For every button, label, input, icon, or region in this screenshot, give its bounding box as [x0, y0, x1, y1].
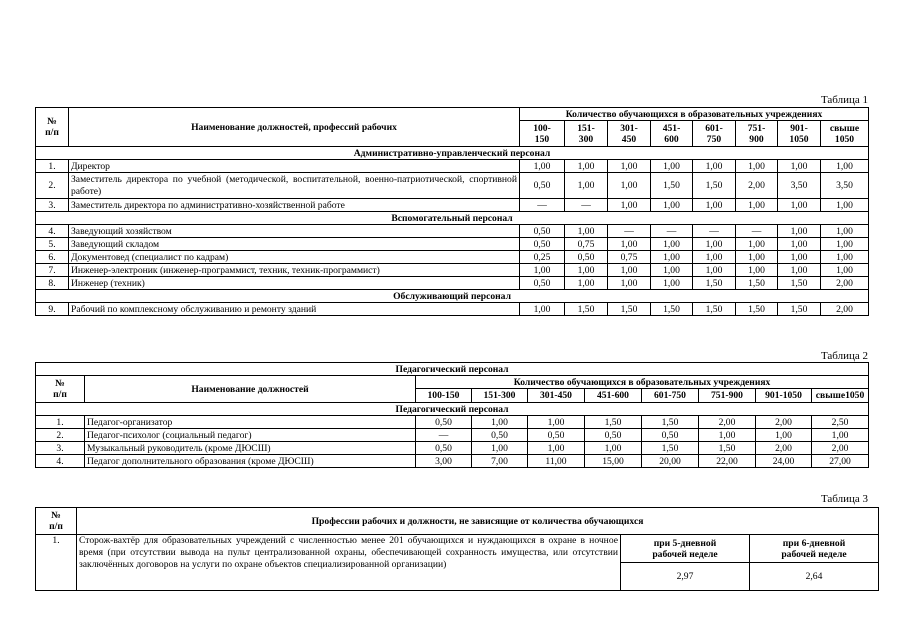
- t2-range-header: 751-900: [699, 389, 756, 403]
- t2-top-title: Педагогический персонал: [36, 363, 869, 376]
- t1-row-value: 0,75: [565, 238, 608, 251]
- t2-row-value: 2,00: [812, 442, 869, 455]
- t1-section-aux: Вспомогательный персонал: [36, 212, 869, 225]
- t1-row-value: 1,00: [565, 160, 608, 173]
- t2-row-value: 1,00: [812, 429, 869, 442]
- t2-row-name: Педагог дополнительного образования (кроме ДЮСШ): [85, 455, 416, 468]
- t1-row-value: 1,50: [651, 173, 693, 199]
- t1-row-value: 1,00: [778, 199, 821, 212]
- t3-header-no: № п/п: [36, 508, 77, 535]
- t1-row-value: 1,50: [693, 303, 736, 316]
- t1-row-value: 1,50: [651, 303, 693, 316]
- t1-row-name: Директор: [69, 160, 520, 173]
- t2-row-value: 2,00: [756, 442, 812, 455]
- t1-row-value: 0,50: [520, 225, 565, 238]
- t1-header-no: № п/п: [36, 108, 69, 147]
- t1-row-value: 1,50: [736, 303, 778, 316]
- table-row: [36, 303, 869, 316]
- t2-row-value: 1,00: [756, 429, 812, 442]
- t1-row-value: 1,00: [778, 251, 821, 264]
- t1-row-value: 1,00: [651, 251, 693, 264]
- t1-row-value: —: [608, 225, 651, 238]
- t2-row-value: 1,50: [699, 442, 756, 455]
- t2-row-value: 0,50: [472, 429, 528, 442]
- t1-row-value: 1,00: [651, 277, 693, 290]
- t1-row-value: 1,00: [565, 173, 608, 199]
- table2: [35, 362, 869, 468]
- t1-range-header: 901- 1050: [778, 121, 821, 147]
- t1-row-value: 1,00: [520, 264, 565, 277]
- t2-range-header: 601-750: [642, 389, 699, 403]
- t1-row-value: 1,00: [821, 264, 869, 277]
- t1-row-value: 1,00: [608, 160, 651, 173]
- t2-row-value: 1,50: [585, 416, 642, 429]
- t2-range-header: свыше1050: [812, 389, 869, 403]
- t1-row-value: 1,00: [778, 225, 821, 238]
- t1-range-header: 751- 900: [736, 121, 778, 147]
- t1-row-value: 1,50: [693, 277, 736, 290]
- table-row: [36, 277, 869, 290]
- t1-header-name: Наименование должностей, профессий рабочих: [69, 108, 520, 147]
- t1-row-name: Заведующий хозяйством: [69, 225, 520, 238]
- t2-row-name: Музыкальный руководитель (кроме ДЮСШ): [85, 442, 416, 455]
- t1-row-value: 1,00: [520, 303, 565, 316]
- t1-row-value: 0,25: [520, 251, 565, 264]
- table-row: [36, 173, 869, 199]
- t1-row-no: 3.: [36, 199, 69, 212]
- t2-row-value: 1,00: [528, 416, 585, 429]
- t2-range-header: 100-150: [416, 389, 472, 403]
- t1-row-value: 1,50: [778, 277, 821, 290]
- t1-row-value: 2,00: [736, 173, 778, 199]
- t2-row-value: 11,00: [528, 455, 585, 468]
- t1-row-value: 1,00: [565, 277, 608, 290]
- table-row: [36, 455, 869, 468]
- table-row: [36, 264, 869, 277]
- t2-row-value: 15,00: [585, 455, 642, 468]
- t2-row-value: 1,00: [472, 442, 528, 455]
- t1-row-value: 0,75: [608, 251, 651, 264]
- t1-row-name: Заместитель директора по административно-хозяйственной работе: [69, 199, 520, 212]
- t1-row-value: 1,00: [651, 199, 693, 212]
- t1-row-value: 1,00: [651, 160, 693, 173]
- t2-row-value: 1,00: [528, 442, 585, 455]
- t2-row-value: 2,00: [699, 416, 756, 429]
- t1-row-value: 1,00: [565, 264, 608, 277]
- table2-caption: Таблица 2: [820, 350, 868, 362]
- t1-row-value: 1,00: [821, 225, 869, 238]
- t2-row-value: 0,50: [528, 429, 585, 442]
- t1-row-no: 5.: [36, 238, 69, 251]
- t1-row-value: 1,00: [608, 264, 651, 277]
- t1-row-value: 1,50: [608, 303, 651, 316]
- t1-row-value: 0,50: [520, 238, 565, 251]
- t1-row-no: 8.: [36, 277, 69, 290]
- t2-row-no: 2.: [36, 429, 85, 442]
- t1-row-value: 1,00: [821, 251, 869, 264]
- t1-row-value: 2,00: [821, 277, 869, 290]
- t2-row-value: 3,00: [416, 455, 472, 468]
- table-row: [36, 429, 869, 442]
- t2-row-no: 4.: [36, 455, 85, 468]
- t1-row-value: 1,00: [651, 264, 693, 277]
- t1-row-value: 1,00: [608, 277, 651, 290]
- t1-row-value: 1,00: [608, 199, 651, 212]
- t1-row-no: 9.: [36, 303, 69, 316]
- t1-row-value: 1,50: [736, 277, 778, 290]
- t3-value-5day: 2,97: [621, 563, 750, 591]
- table-row: [36, 442, 869, 455]
- t1-header-qty: Количество обучающихся в образовательных учреждениях: [520, 108, 869, 121]
- t1-row-value: 1,00: [736, 264, 778, 277]
- t1-row-name: Заведующий складом: [69, 238, 520, 251]
- t1-row-no: 4.: [36, 225, 69, 238]
- t1-row-value: 1,00: [693, 199, 736, 212]
- t1-row-no: 1.: [36, 160, 69, 173]
- t2-row-name: Педагог-психолог (социальный педагог): [85, 429, 416, 442]
- t1-row-no: 7.: [36, 264, 69, 277]
- t1-row-value: 1,50: [778, 303, 821, 316]
- t2-row-value: 7,00: [472, 455, 528, 468]
- t2-row-value: 20,00: [642, 455, 699, 468]
- t1-row-name: Инженер-электроник (инженер-программист, техник, техник-программист): [69, 264, 520, 277]
- t2-row-value: 1,00: [699, 429, 756, 442]
- t1-row-value: 3,50: [778, 173, 821, 199]
- t1-row-value: 1,00: [565, 225, 608, 238]
- t1-row-no: 2.: [36, 173, 69, 199]
- t2-row-value: 22,00: [699, 455, 756, 468]
- t2-row-value: 1,50: [642, 416, 699, 429]
- table3: [35, 507, 879, 591]
- table-row: [36, 251, 869, 264]
- table1: [35, 107, 869, 316]
- t2-header-qty: Количество обучающихся в образовательных учреждениях: [416, 376, 869, 389]
- t2-row-value: 1,00: [585, 442, 642, 455]
- t1-row-value: 1,00: [520, 160, 565, 173]
- t2-row-value: 2,00: [756, 416, 812, 429]
- t2-row-value: 24,00: [756, 455, 812, 468]
- t1-row-value: 1,00: [821, 199, 869, 212]
- t1-row-value: —: [693, 225, 736, 238]
- t1-row-value: 1,00: [821, 238, 869, 251]
- t2-header-no: № п/п: [36, 376, 85, 403]
- t1-row-value: 1,00: [778, 238, 821, 251]
- t2-range-header: 901-1050: [756, 389, 812, 403]
- t1-row-value: 2,00: [821, 303, 869, 316]
- t1-row-value: 0,50: [520, 277, 565, 290]
- t3-header-5day: при 5-дневной рабочей неделе: [621, 535, 750, 563]
- t1-row-value: 0,50: [565, 251, 608, 264]
- t1-row-name: Документовед (специалист по кадрам): [69, 251, 520, 264]
- t1-range-header: 151- 300: [565, 121, 608, 147]
- table-row: [36, 416, 869, 429]
- t2-row-value: 0,50: [416, 442, 472, 455]
- t2-row-value: —: [416, 429, 472, 442]
- t1-section-admin: Административно-управленческий персонал: [36, 147, 869, 160]
- table-row: [36, 238, 869, 251]
- t1-row-value: 1,00: [608, 173, 651, 199]
- t1-row-value: —: [565, 199, 608, 212]
- t1-row-value: —: [651, 225, 693, 238]
- table-row: [36, 225, 869, 238]
- t1-row-value: 1,00: [693, 264, 736, 277]
- t1-range-header: 301- 450: [608, 121, 651, 147]
- t2-row-value: 1,00: [472, 416, 528, 429]
- t2-row-value: 0,50: [585, 429, 642, 442]
- t1-row-value: 1,00: [778, 160, 821, 173]
- t2-range-header: 151-300: [472, 389, 528, 403]
- t1-row-no: 6.: [36, 251, 69, 264]
- t1-row-value: 1,50: [565, 303, 608, 316]
- t1-row-value: 3,50: [821, 173, 869, 199]
- t2-row-value: 1,50: [642, 442, 699, 455]
- t2-row-value: 0,50: [416, 416, 472, 429]
- t2-row-no: 3.: [36, 442, 85, 455]
- t1-row-value: 1,00: [736, 160, 778, 173]
- t1-row-value: 1,50: [693, 173, 736, 199]
- t1-row-value: —: [520, 199, 565, 212]
- t1-row-value: —: [736, 225, 778, 238]
- t2-range-header: 451-600: [585, 389, 642, 403]
- table3-caption: Таблица 3: [820, 493, 868, 505]
- t1-range-header: 601- 750: [693, 121, 736, 147]
- t1-row-value: 1,00: [608, 238, 651, 251]
- t1-row-name: Рабочий по комплексному обслуживанию и ремонту зданий: [69, 303, 520, 316]
- t1-range-header: свыше 1050: [821, 121, 869, 147]
- t1-row-value: 1,00: [736, 238, 778, 251]
- t3-header-name: Профессии рабочих и должности, не зависящие от количества обучающихся: [77, 508, 879, 535]
- t1-row-value: 0,50: [520, 173, 565, 199]
- t2-section: Педагогический персонал: [36, 403, 869, 416]
- t1-row-value: 1,00: [778, 264, 821, 277]
- t3-value-6day: 2,64: [750, 563, 879, 591]
- t1-row-value: 1,00: [736, 251, 778, 264]
- t2-row-value: 2,50: [812, 416, 869, 429]
- t2-row-no: 1.: [36, 416, 85, 429]
- t1-row-value: 1,00: [693, 160, 736, 173]
- t1-row-value: 1,00: [651, 238, 693, 251]
- t2-row-value: 0,50: [642, 429, 699, 442]
- table1-caption: Таблица 1: [820, 94, 868, 106]
- table-row: [36, 160, 869, 173]
- t3-header-6day: при 6-дневной рабочей неделе: [750, 535, 879, 563]
- t1-row-value: 1,00: [821, 160, 869, 173]
- t3-row-name: Сторож-вахтёр для образовательных учреждений с численностью менее 201 обучающихся и нуждающихся в охране в ночное время (при отсутствии вывода на пульт централизованной охраны, обеспечивающей сохранность имущества, или отсутствии заключённых договоров на услуги по охране объектов специализированной организации): [77, 535, 621, 591]
- t2-row-name: Педагог-организатор: [85, 416, 416, 429]
- t3-row-no: 1.: [36, 535, 77, 591]
- t1-row-value: 1,00: [693, 251, 736, 264]
- t1-range-header: 451- 600: [651, 121, 693, 147]
- t1-row-name: Заместитель директора по учебной (методической, воспитательной, военно-патриотической, спортивной работе): [69, 173, 520, 199]
- t1-row-value: 1,00: [693, 238, 736, 251]
- t2-row-value: 27,00: [812, 455, 869, 468]
- t1-section-serv: Обслуживающий персонал: [36, 290, 869, 303]
- t2-header-name: Наименование должностей: [85, 376, 416, 403]
- t1-row-value: 1,00: [736, 199, 778, 212]
- table-row: [36, 199, 869, 212]
- t1-range-header: 100- 150: [520, 121, 565, 147]
- t2-range-header: 301-450: [528, 389, 585, 403]
- t1-row-name: Инженер (техник): [69, 277, 520, 290]
